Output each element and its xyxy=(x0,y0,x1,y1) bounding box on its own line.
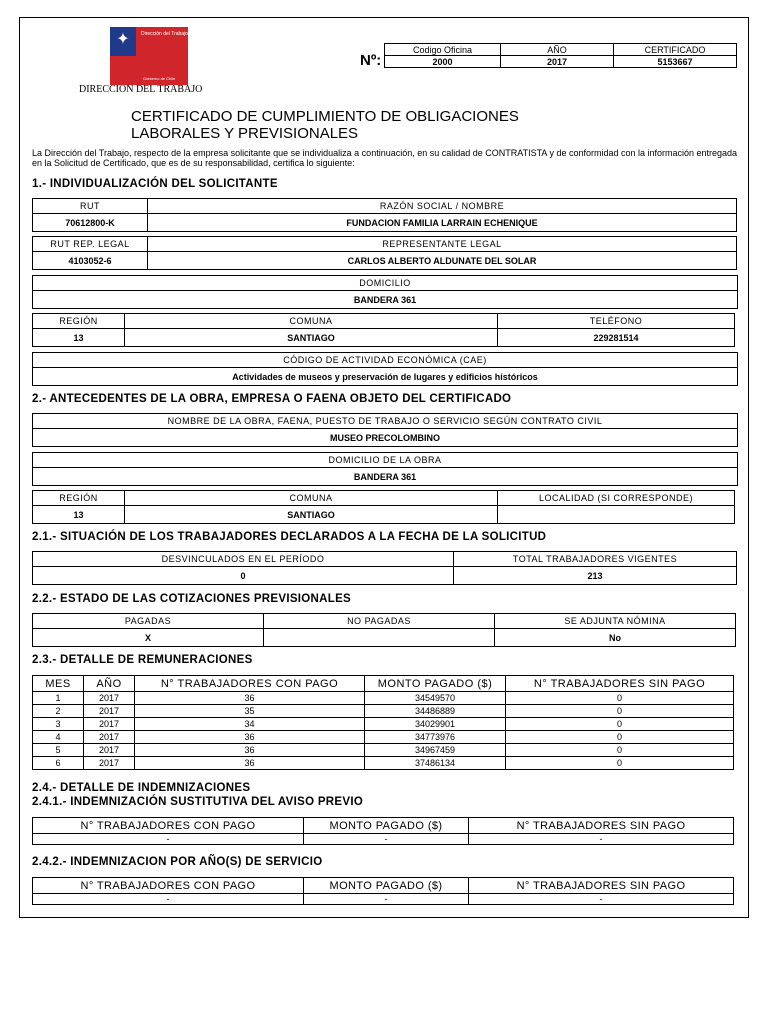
anos-servicio-table: N° TRABAJADORES CON PAGO MONTO PAGADO ($) N° TRABAJADORES SIN PAGO - - - xyxy=(32,877,734,905)
region-label: REGIÓN xyxy=(33,314,125,329)
nomina-value: No xyxy=(495,629,736,647)
section-2-4-2-title: 2.4.2.- INDEMNIZACION POR AÑO(S) DE SERVICIO xyxy=(32,856,323,868)
obra-value: MUSEO PRECOLOMBINO xyxy=(33,429,738,447)
obra-comuna-value: SANTIAGO xyxy=(125,506,498,524)
obra-table xyxy=(32,413,738,447)
col-ano: AÑO xyxy=(84,676,135,692)
domicilio-label: DOMICILIO xyxy=(33,276,738,291)
domicilio-obra-value: BANDERA 361 xyxy=(33,468,738,486)
cae-value: Actividades de museos y preservación de lugares y edificios históricos xyxy=(33,368,738,386)
certificado-label: CERTIFICADO xyxy=(614,44,737,56)
ano-label: AÑO xyxy=(501,44,614,56)
col-sin-pago: N° TRABAJADORES SIN PAGO xyxy=(506,676,734,692)
certificado-value: 5153667 xyxy=(614,56,737,68)
rut-rep-value: 4103052-6 xyxy=(33,252,148,270)
section-2-1-title: 2.1.- SITUACIÓN DE LOS TRABAJADORES DECLARADOS A LA FECHA DE LA SOLICITUD xyxy=(32,531,547,543)
page-title: CERTIFICADO DE CUMPLIMIENTO DE OBLIGACIONES LABORALES Y PREVISIONALES xyxy=(131,108,519,142)
telefono-label: TELÉFONO xyxy=(498,314,735,329)
table-row: 2 2017 35 34486889 0 xyxy=(33,705,734,718)
domicilio-value: BANDERA 361 xyxy=(33,291,738,309)
localidad-label: LOCALIDAD (SI CORRESPONDE) xyxy=(498,491,735,506)
cae-table xyxy=(32,352,738,386)
cae-label: CÓDIGO DE ACTIVIDAD ECONÓMICA (CAE) xyxy=(33,353,738,368)
desvinculados-value: 0 xyxy=(33,567,454,585)
section-2-3-title: 2.3.- DETALLE DE REMUNERACIONES xyxy=(32,654,253,666)
intro-text: La Dirección del Trabajo, respecto de la empresa solicitante que se individualiza a continuación, en su calidad de CONTRATISTA y de conformidad con la información entregada en la Solicitud de Certificado, que es de su responsabilidad, certifica lo siguiente: xyxy=(32,148,738,168)
certificate-header-table xyxy=(384,43,737,68)
table-row: 3 2017 34 34029901 0 xyxy=(33,718,734,731)
section-2-4-1-title: 2.4.1.- INDEMNIZACIÓN SUSTITUTIVA DEL AVISO PREVIO xyxy=(32,796,364,808)
col-mes: MES xyxy=(33,676,84,692)
no-pagadas-label: NO PAGADAS xyxy=(264,614,495,629)
comuna-value: SANTIAGO xyxy=(125,329,498,347)
section-2-title: 2.- ANTECEDENTES DE LA OBRA, EMPRESA O FAENA OBJETO DEL CERTIFICADO xyxy=(32,393,512,405)
rut-value: 70612800-K xyxy=(33,214,148,232)
table-row: 1 2017 36 34549570 0 xyxy=(33,692,734,705)
col-con-pago: N° TRABAJADORES CON PAGO xyxy=(135,676,365,692)
total-vigentes-value: 213 xyxy=(454,567,737,585)
rut-label: RUT xyxy=(33,199,148,214)
obra-comuna-label: COMUNA xyxy=(125,491,498,506)
table-row: 4 2017 36 34773976 0 xyxy=(33,731,734,744)
comuna-label: COMUNA xyxy=(125,314,498,329)
region-value: 13 xyxy=(33,329,125,347)
rep-legal-table xyxy=(32,236,737,270)
ano-value: 2017 xyxy=(501,56,614,68)
rep-value: CARLOS ALBERTO ALDUNATE DEL SOLAR xyxy=(148,252,737,270)
codigo-oficina-value: 2000 xyxy=(385,56,501,68)
table-row: 6 2017 36 37486134 0 xyxy=(33,757,734,770)
localidad-value xyxy=(498,506,735,524)
number-label: Nº: xyxy=(360,52,382,69)
obra-region-table xyxy=(32,490,735,524)
nomina-label: SE ADJUNTA NÓMINA xyxy=(495,614,736,629)
obra-region-value: 13 xyxy=(33,506,125,524)
direccion-label: DIRECCION DEL TRABAJO xyxy=(79,84,203,95)
col-monto: MONTO PAGADO ($) xyxy=(365,676,506,692)
remuneraciones-table xyxy=(32,675,734,770)
domicilio-obra-table xyxy=(32,452,738,486)
telefono-value: 229281514 xyxy=(498,329,735,347)
obra-region-label: REGIÓN xyxy=(33,491,125,506)
razon-value: FUNDACION FAMILIA LARRAIN ECHENIQUE xyxy=(148,214,737,232)
obra-label: NOMBRE DE LA OBRA, FAENA, PUESTO DE TRABAJO O SERVICIO SEGÚN CONTRATO CIVIL xyxy=(33,414,738,429)
aviso-previo-table: N° TRABAJADORES CON PAGO MONTO PAGADO ($) N° TRABAJADORES SIN PAGO - - - xyxy=(32,817,734,845)
rut-rep-label: RUT REP. LEGAL xyxy=(33,237,148,252)
section-1-title: 1.- INDIVIDUALIZACIÓN DEL SOLICITANTE xyxy=(32,178,278,190)
coat-of-arms-icon: ✦ xyxy=(116,31,130,48)
pagadas-value: X xyxy=(33,629,264,647)
total-vigentes-label: TOTAL TRABAJADORES VIGENTES xyxy=(454,552,737,567)
razon-label: RAZÓN SOCIAL / NOMBRE xyxy=(148,199,737,214)
pagadas-label: PAGADAS xyxy=(33,614,264,629)
solicitante-table xyxy=(32,198,737,232)
domicilio-obra-label: DOMICILIO DE LA OBRA xyxy=(33,453,738,468)
cotizaciones-table xyxy=(32,613,736,647)
desvinculados-label: DESVINCULADOS EN EL PERÍODO xyxy=(33,552,454,567)
region-table xyxy=(32,313,735,347)
trabajadores-table xyxy=(32,551,737,585)
codigo-oficina-label: Codigo Oficina xyxy=(385,44,501,56)
domicilio-table xyxy=(32,275,738,309)
table-row: 5 2017 36 34967459 0 xyxy=(33,744,734,757)
section-2-4-title: 2.4.- DETALLE DE INDEMNIZACIONES xyxy=(32,782,251,794)
section-2-2-title: 2.2.- ESTADO DE LAS COTIZACIONES PREVISIONALES xyxy=(32,593,352,605)
rep-label: REPRESENTANTE LEGAL xyxy=(148,237,737,252)
no-pagadas-value xyxy=(264,629,495,647)
direccion-trabajo-logo: ✦ Dirección del Trabajo Gobierno de Chile xyxy=(110,27,188,85)
